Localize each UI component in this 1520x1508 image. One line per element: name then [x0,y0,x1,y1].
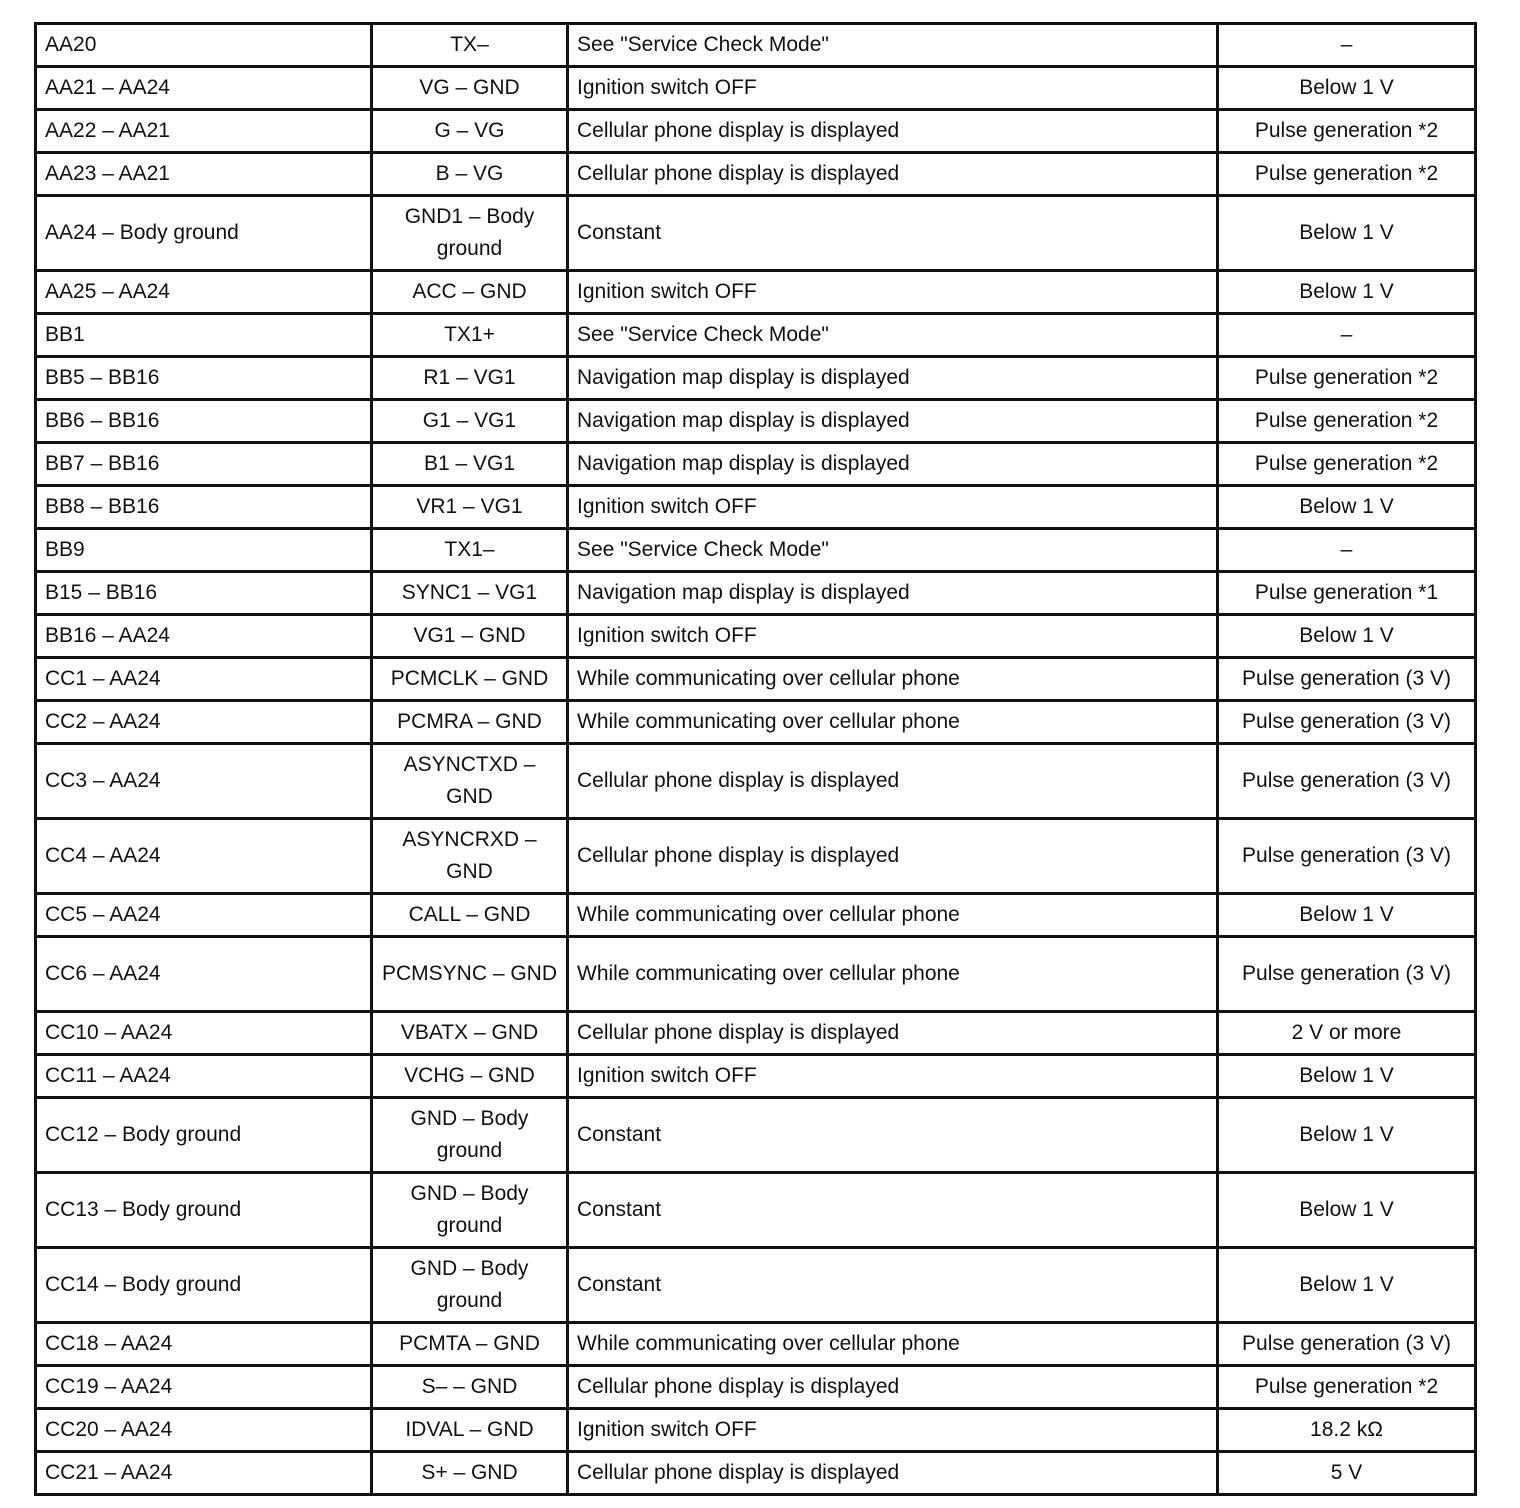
specified-condition-cell: Pulse generation (3 V) [1218,1323,1476,1366]
specified-condition-cell: 5 V [1218,1452,1476,1495]
specified-condition-cell: Pulse generation *2 [1218,110,1476,153]
terminal-symbol-cell: VG1 – GND [372,615,568,658]
condition-cell: See "Service Check Mode" [568,24,1218,67]
specified-condition-cell: Below 1 V [1218,486,1476,529]
terminal-no-cell: CC11 – AA24 [36,1055,372,1098]
terminal-no-cell: CC3 – AA24 [36,744,372,819]
table-row [36,1248,1476,1323]
table-row [36,400,1476,443]
specified-condition-cell: Below 1 V [1218,67,1476,110]
table-row [36,1012,1476,1055]
condition-cell: Navigation map display is displayed [568,443,1218,486]
table-row [36,894,1476,937]
terminal-symbol-cell: TX– [372,24,568,67]
terminal-no-cell: CC13 – Body ground [36,1173,372,1248]
terminal-symbol-cell: GND – Body ground [372,1173,568,1248]
specified-condition-cell: – [1218,529,1476,572]
specified-condition-cell: Pulse generation *2 [1218,443,1476,486]
specified-condition-cell: Pulse generation *2 [1218,400,1476,443]
terminal-symbol-cell: ASYNCTXD – GND [372,744,568,819]
terminal-table-body [36,24,1476,1495]
terminal-symbol-cell: IDVAL – GND [372,1409,568,1452]
table-row [36,1452,1476,1495]
condition-cell: While communicating over cellular phone [568,701,1218,744]
table-row [36,271,1476,314]
terminal-no-cell: B15 – BB16 [36,572,372,615]
terminal-no-cell: CC5 – AA24 [36,894,372,937]
condition-cell: Ignition switch OFF [568,1055,1218,1098]
specified-condition-cell: – [1218,314,1476,357]
terminal-no-cell: BB1 [36,314,372,357]
table-row [36,529,1476,572]
condition-cell: Cellular phone display is displayed [568,744,1218,819]
terminal-no-cell: CC2 – AA24 [36,701,372,744]
condition-cell: Ignition switch OFF [568,486,1218,529]
terminal-no-cell: CC14 – Body ground [36,1248,372,1323]
terminal-no-cell: CC20 – AA24 [36,1409,372,1452]
terminal-symbol-cell: VCHG – GND [372,1055,568,1098]
terminal-no-cell: CC21 – AA24 [36,1452,372,1495]
table-row [36,701,1476,744]
condition-cell: Cellular phone display is displayed [568,819,1218,894]
table-row [36,1409,1476,1452]
condition-cell: Ignition switch OFF [568,271,1218,314]
terminal-no-cell: BB7 – BB16 [36,443,372,486]
specified-condition-cell: Pulse generation (3 V) [1218,819,1476,894]
table-row [36,314,1476,357]
terminal-symbol-cell: G1 – VG1 [372,400,568,443]
terminal-symbol-cell: S+ – GND [372,1452,568,1495]
terminal-no-cell: AA20 [36,24,372,67]
specified-condition-cell: Pulse generation (3 V) [1218,744,1476,819]
terminal-no-cell: CC1 – AA24 [36,658,372,701]
condition-cell: Constant [568,1248,1218,1323]
terminal-symbol-cell: SYNC1 – VG1 [372,572,568,615]
table-row [36,196,1476,271]
condition-cell: Navigation map display is displayed [568,572,1218,615]
specified-condition-cell: – [1218,24,1476,67]
terminal-symbol-cell: VG – GND [372,67,568,110]
terminal-symbol-cell: CALL – GND [372,894,568,937]
condition-cell: Constant [568,1173,1218,1248]
table-row [36,1173,1476,1248]
condition-cell: Cellular phone display is displayed [568,1452,1218,1495]
terminal-no-cell: AA22 – AA21 [36,110,372,153]
table-row [36,1323,1476,1366]
terminal-symbol-cell: S– – GND [372,1366,568,1409]
terminal-symbol-cell: TX1+ [372,314,568,357]
terminal-symbol-cell: GND1 – Body ground [372,196,568,271]
condition-cell: Navigation map display is displayed [568,400,1218,443]
table-row [36,937,1476,1012]
condition-cell: While communicating over cellular phone [568,658,1218,701]
terminal-no-cell: CC6 – AA24 [36,937,372,1012]
table-row [36,486,1476,529]
table-row [36,572,1476,615]
table-row [36,443,1476,486]
condition-cell: While communicating over cellular phone [568,1323,1218,1366]
table-row [36,67,1476,110]
specified-condition-cell: Pulse generation (3 V) [1218,701,1476,744]
condition-cell: Cellular phone display is displayed [568,1012,1218,1055]
specified-condition-cell: Pulse generation *2 [1218,153,1476,196]
table-row [36,1098,1476,1173]
terminal-symbol-cell: GND – Body ground [372,1098,568,1173]
terminal-no-cell: AA21 – AA24 [36,67,372,110]
specified-condition-cell: Below 1 V [1218,1055,1476,1098]
specified-condition-cell: Below 1 V [1218,615,1476,658]
terminal-no-cell: CC18 – AA24 [36,1323,372,1366]
terminal-symbol-cell: B1 – VG1 [372,443,568,486]
condition-cell: Navigation map display is displayed [568,357,1218,400]
terminal-symbol-cell: G – VG [372,110,568,153]
terminal-symbol-cell: PCMSYNC – GND [372,937,568,1012]
condition-cell: See "Service Check Mode" [568,314,1218,357]
condition-cell: See "Service Check Mode" [568,529,1218,572]
specified-condition-cell: Below 1 V [1218,894,1476,937]
terminal-symbol-cell: R1 – VG1 [372,357,568,400]
specified-condition-cell: Below 1 V [1218,1248,1476,1323]
condition-cell: Constant [568,196,1218,271]
specified-condition-cell: Below 1 V [1218,196,1476,271]
specified-condition-cell: 18.2 kΩ [1218,1409,1476,1452]
condition-cell: Ignition switch OFF [568,67,1218,110]
table-row [36,615,1476,658]
terminal-symbol-cell: B – VG [372,153,568,196]
table-row [36,24,1476,67]
terminal-no-cell: CC19 – AA24 [36,1366,372,1409]
terminal-no-cell: CC10 – AA24 [36,1012,372,1055]
terminal-no-cell: AA23 – AA21 [36,153,372,196]
terminal-no-cell: BB9 [36,529,372,572]
specified-condition-cell: Below 1 V [1218,1098,1476,1173]
terminal-no-cell: AA24 – Body ground [36,196,372,271]
terminal-no-cell: BB6 – BB16 [36,400,372,443]
terminal-symbol-cell: TX1– [372,529,568,572]
terminal-no-cell: CC12 – Body ground [36,1098,372,1173]
terminal-spec-sheet [34,22,1474,1496]
specified-condition-cell: 2 V or more [1218,1012,1476,1055]
terminal-no-cell: BB8 – BB16 [36,486,372,529]
terminal-no-cell: AA25 – AA24 [36,271,372,314]
table-row [36,1055,1476,1098]
specified-condition-cell: Below 1 V [1218,1173,1476,1248]
specified-condition-cell: Pulse generation *1 [1218,572,1476,615]
table-row [36,658,1476,701]
condition-cell: Cellular phone display is displayed [568,1366,1218,1409]
condition-cell: Ignition switch OFF [568,1409,1218,1452]
terminal-symbol-cell: PCMRA – GND [372,701,568,744]
terminal-no-cell: CC4 – AA24 [36,819,372,894]
terminal-symbol-cell: ASYNCRXD – GND [372,819,568,894]
table-row [36,744,1476,819]
terminal-symbol-cell: VBATX – GND [372,1012,568,1055]
terminal-symbol-cell: VR1 – VG1 [372,486,568,529]
terminal-symbol-cell: GND – Body ground [372,1248,568,1323]
condition-cell: Cellular phone display is displayed [568,110,1218,153]
table-row [36,357,1476,400]
specified-condition-cell: Pulse generation (3 V) [1218,937,1476,1012]
table-row [36,110,1476,153]
condition-cell: While communicating over cellular phone [568,894,1218,937]
specified-condition-cell: Pulse generation *2 [1218,357,1476,400]
terminal-no-cell: BB5 – BB16 [36,357,372,400]
condition-cell: Cellular phone display is displayed [568,153,1218,196]
condition-cell: While communicating over cellular phone [568,937,1218,1012]
terminal-no-cell: BB16 – AA24 [36,615,372,658]
terminal-symbol-cell: PCMTA – GND [372,1323,568,1366]
terminal-table [34,22,1477,1496]
terminal-symbol-cell: PCMCLK – GND [372,658,568,701]
specified-condition-cell: Pulse generation *2 [1218,1366,1476,1409]
terminal-symbol-cell: ACC – GND [372,271,568,314]
condition-cell: Constant [568,1098,1218,1173]
table-row [36,1366,1476,1409]
table-row [36,819,1476,894]
specified-condition-cell: Below 1 V [1218,271,1476,314]
table-row [36,153,1476,196]
specified-condition-cell: Pulse generation (3 V) [1218,658,1476,701]
condition-cell: Ignition switch OFF [568,615,1218,658]
